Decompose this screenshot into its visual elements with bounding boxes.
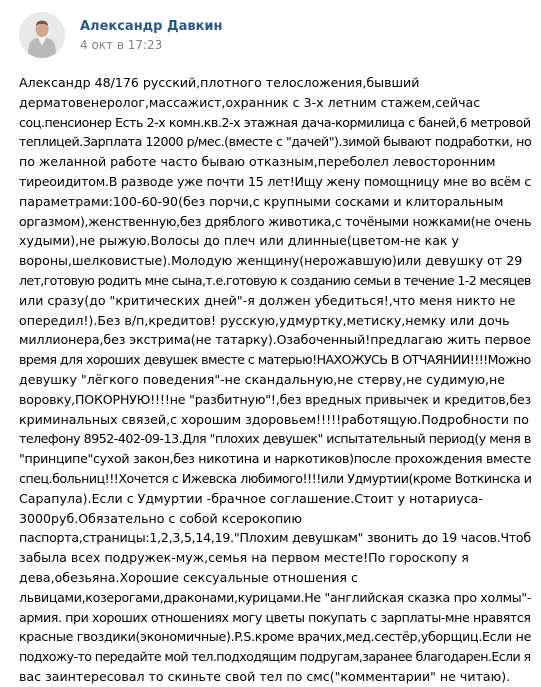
post-text-line: опередил!).Без в/п,кредитов! русскую,удмуртку,метиску,немку или дочь	[19, 312, 510, 328]
post-text-line: "принципе"сухой закон,без никотина и наркотиков)после прохождения вместе	[19, 451, 531, 467]
post-text-line: оргазмом),женственную,без дряблого животика,с точёными ножками(не очень	[19, 213, 532, 229]
post-text-line: телефону 8952-402-09-13.Для "плохих девушек" испытательный период(у меня в	[19, 431, 531, 447]
post-text-line: вороны,шелковистые).Молодую женщину(нерожавшую)или девушку от 29	[19, 253, 523, 269]
post-text-line: миллионера,без экстрима(не татарку).Озабоченный!предлагаю жить первое	[19, 332, 531, 348]
post-text-line: львицами,козерогами,драконами,курицами.Не "английская сказка про холмы"-	[19, 589, 532, 605]
post-text-line: паспорта,страницы:1,2,3,5,14,19."Плохим девушкам" звонить до 19 часов.Чтоб	[19, 530, 531, 546]
post-text-line: время для хороших девушек вместе с матерью!НАХОЖУСЬ В ОТЧАЯНИИ!!!!Можно	[19, 352, 531, 368]
post-date-link[interactable]: 4 окт в 17:23	[80, 38, 163, 52]
post-text-line: по желанной работе часто бываю отказным,переболел левосторонним	[19, 154, 496, 170]
post-text-line: забыла всех подружек-муж,семья на первом месте!По гороскопу я	[19, 550, 469, 566]
post-text-line: Сарапула).Если с Удмуртии -брачное соглашение.Стоит у нотариуса-	[19, 490, 483, 506]
post-text-line: спец.больниц!!!Хочется с Ижевска любимого!!!!или Удмуртии(кроме Воткинска и	[19, 470, 532, 486]
post-text-line: девушку "лёгкого поведения"-не скандальную,не стерву,не судимую,не	[19, 371, 505, 387]
post-text-line: вас заинтересовал то скиньте свой тел по смс("комментарии" не читаю).	[19, 668, 511, 684]
post-text-line: подхожу-то передайте мой тел.подходящим подругам,заранее благодарен.Если я	[19, 649, 531, 665]
user-avatar-icon	[19, 12, 65, 58]
post-text-line: дерматовенеролог,массажист,охранник с 3-х летним стажем,сейчас	[19, 94, 481, 110]
post-text-line: красные гвоздики(экономичные).P.S.кроме врачих,мед.сестёр,уборщиц.Если не	[19, 629, 532, 645]
author-name-link[interactable]: Александр Давкин	[80, 19, 223, 34]
post-text-line: теплицей.Зарплата 12000 р/мес.(вместе с "дачей").зимой бывают подработки, но	[19, 134, 532, 150]
post-text-line: худыми),не рыжую.Волосы до плеч или длинные(цветом-не как у	[19, 233, 459, 249]
post-text-line: соц.пенсионер Есть 2-х комн.кв.2-х этажная дача-кормилица с баней,6 метровой	[19, 114, 531, 130]
post-text-line: воровку,ПОКОРНУЮ!!!!не "разбитную"!,без вредных привычек и кредитов,без	[19, 391, 532, 407]
post-text-line: армия. при хороших отношениях могу цветы покупать с зарплаты-мне нравятся	[19, 609, 531, 625]
post-text-line: параметрами:100-60-90(без порчи,с крупными сосками и клиторальным	[19, 193, 504, 209]
post-text-line: тиреоидитом.В разводе уже почти 15 лет!Ищу жену помощницу мне во всём с	[19, 173, 532, 189]
post-text-line: или сразу(до "критических дней"-я должен убедиться!,что меня никто не	[19, 292, 516, 308]
post-text-line: криминальных связей,с хорошим здоровьем!!!!!работящую.Подробности по	[19, 411, 529, 427]
avatar[interactable]	[19, 12, 65, 58]
post-text	[19, 73, 531, 687]
post-text-line: дева,обезьяна.Хорошие сексуальные отношения с	[19, 569, 358, 585]
post-text-line: 3000руб.Обязательно с собой ксерокопию	[19, 510, 302, 526]
post-text-line: лет,готовую родить мне сына,т.е.готовую к созданию семьи в течение 1-2 месяцев	[19, 272, 531, 288]
post-text-line: Александр 48/176 русский,плотного телосложения,бывший	[19, 75, 420, 90]
